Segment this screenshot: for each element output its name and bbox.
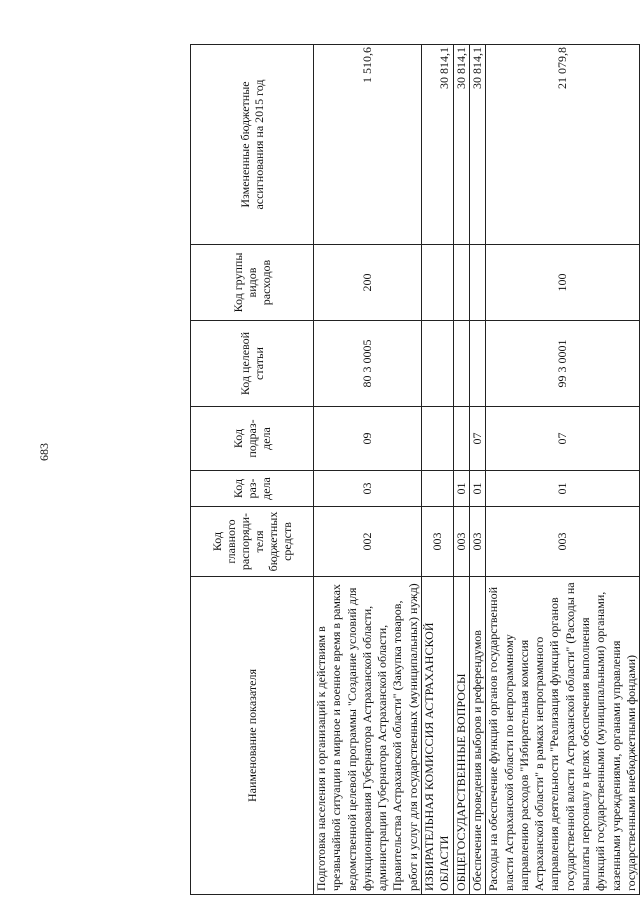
row-podrazdel: 07	[469, 407, 485, 471]
row-vr	[453, 245, 469, 321]
row-razdel: 01	[486, 471, 640, 507]
row-grbs: 002	[314, 507, 422, 577]
row-razdel: 03	[314, 471, 422, 507]
rotated-table-wrapper	[190, 45, 640, 895]
header-podrazdel-code: Код подраз-дела	[191, 407, 314, 471]
row-razdel	[422, 471, 454, 507]
header-name: Наименование показателя	[191, 577, 314, 895]
row-podrazdel	[422, 407, 454, 471]
row-name: Обеспечение проведения выборов и референдумов	[469, 577, 485, 895]
row-amount: 30 814,1	[422, 45, 454, 245]
rotated-page-area	[190, 45, 638, 891]
table-row	[314, 45, 422, 895]
row-amount: 30 814,1	[453, 45, 469, 245]
row-podrazdel: 07	[486, 407, 640, 471]
row-amount: 30 814,1	[469, 45, 485, 245]
row-amount: 1 510,6	[314, 45, 422, 245]
row-csr	[453, 321, 469, 407]
row-amount: 21 079,8	[486, 45, 640, 245]
header-expense-type-code: Код группы видов расходов	[191, 245, 314, 321]
row-vr	[422, 245, 454, 321]
row-vr: 200	[314, 245, 422, 321]
header-target-article-code: Код целевой статьи	[191, 321, 314, 407]
table-row	[453, 45, 469, 895]
row-grbs: 003	[469, 507, 485, 577]
row-csr	[422, 321, 454, 407]
row-grbs: 003	[486, 507, 640, 577]
row-podrazdel: 09	[314, 407, 422, 471]
row-podrazdel	[453, 407, 469, 471]
row-name: ИЗБИРАТЕЛЬНАЯ КОМИССИЯ АСТРАХАНСКОЙ ОБЛАСТИ	[422, 577, 454, 895]
header-amount-2015: Измененные бюджетные ассигнования на 2015 год	[191, 45, 314, 245]
table-header-row	[191, 45, 314, 895]
row-csr: 80 3 0005	[314, 321, 422, 407]
row-grbs: 003	[422, 507, 454, 577]
row-name: Подготовка населения и организаций к действиям в чрезвычайной ситуации в мирное и военное время в рамках ведомственной целевой программы "Создание условий для функционирования Губернатора Астраханской области, администрации Губернатора Астраханской области, Правительства Астраханской области" (Закупка товаров, работ и услуг для государственных (муниципальных) нужд)	[314, 577, 422, 895]
row-grbs: 003	[453, 507, 469, 577]
table-row	[469, 45, 485, 895]
row-name: ОБЩЕГОСУДАРСТВЕННЫЕ ВОПРОСЫ	[453, 577, 469, 895]
row-razdel: 01	[469, 471, 485, 507]
row-name: Расходы на обеспечение функций органов государственной власти Астраханской области по непрограммному направлению расходов "Избирательная комиссия Астраханской области" в рамках непрограммного направления деятельности "Реализация функций органов государственной власти Астраханской области" (Расходы на выплаты персоналу в целях обеспечения выполнения функций государственными (муниципальными) органами, казенными учреждениями, органами управления государственными внебюджетными фондами)	[486, 577, 640, 895]
row-csr: 99 3 0001	[486, 321, 640, 407]
budget-table	[190, 44, 640, 895]
header-grbs-code: Код главного распоряди-теля бюджетных средств	[191, 507, 314, 577]
header-razdel-code: Код раз-дела	[191, 471, 314, 507]
row-razdel: 01	[453, 471, 469, 507]
table-row	[486, 45, 640, 895]
table-row	[422, 45, 454, 895]
row-csr	[469, 321, 485, 407]
row-vr: 100	[486, 245, 640, 321]
row-vr	[469, 245, 485, 321]
page-number: 683	[37, 443, 51, 461]
